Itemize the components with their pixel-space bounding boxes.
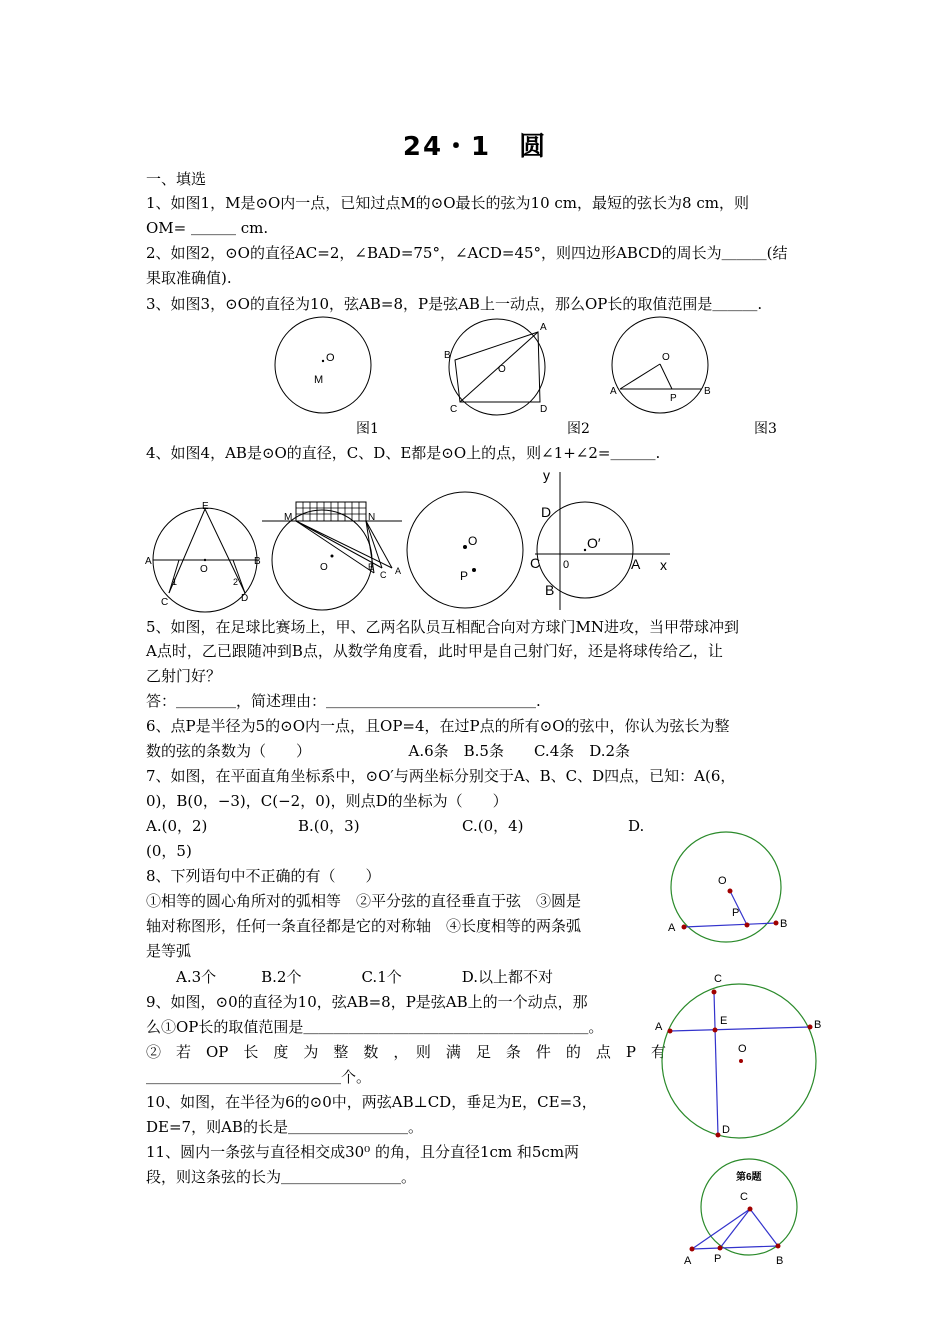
label-b: B [254, 556, 261, 567]
figure-2 [440, 315, 555, 415]
text-line: 10、如图，在半径为6的⊙0中，两弦AB⊥CD，垂足为E，CE=3， [146, 1093, 597, 1111]
text-line: 7、如图，在平面直角坐标系中，⊙O′与两坐标分别交于A、B、C、D四点，已知：A(6， [146, 767, 736, 785]
label-d: D [241, 593, 249, 604]
figure-right-1 [660, 830, 800, 940]
label-o: O [320, 562, 328, 573]
label-a: A [610, 386, 617, 397]
label-o: O [468, 534, 478, 548]
text-line: OM= ＿＿＿ cm. [146, 219, 269, 237]
label-p: P [460, 569, 469, 583]
label-b: B [444, 350, 451, 361]
text-line: 8、下列语句中不正确的有（ ） [146, 867, 381, 885]
caption-fig1: 图1 [356, 421, 379, 437]
label-d: D [541, 504, 552, 520]
label-a: A [395, 566, 402, 576]
text-line: DE=7，则AB的长是＿＿＿＿＿＿＿＿。 [146, 1118, 423, 1136]
label-a: A [655, 1021, 663, 1033]
text-line: 6、点P是半径为5的⊙O内一点，且OP=4，在过P点的所有⊙O的弦中，你认为弦长为整 [146, 717, 730, 735]
label-p: P [732, 907, 740, 919]
text-line: 2、如图2，⊙O的直径AC=2，∠BAD=75°，∠ACD=45°，则四边形ABCD的周长为＿＿＿(结 [146, 244, 788, 262]
option-b: B.(0，3) [298, 817, 360, 835]
label-p: P [714, 1253, 722, 1265]
label-o-prime: O′ [587, 535, 601, 551]
label-o: O [200, 564, 208, 575]
section-heading: 一、填选 [146, 170, 207, 188]
option-d: D. [628, 817, 645, 835]
label-a: A [145, 556, 152, 567]
label-o: O [718, 875, 727, 887]
text-line: 数的弦的条数为（ ） A.6条 B.5条 C.4条 D.2条 [146, 742, 631, 760]
figure-6 [405, 490, 530, 610]
label-e: E [720, 1015, 728, 1027]
figure-3 [610, 315, 720, 415]
label-p: P [670, 393, 677, 404]
label-c: C [161, 597, 169, 608]
figure-title: 第6题 [736, 1172, 762, 1183]
label-o: O [662, 352, 670, 363]
label-angle-1: 1 [172, 577, 178, 587]
label-a: A [540, 322, 547, 333]
label-x: x [660, 557, 667, 573]
figure-1 [270, 315, 380, 415]
caption-fig2: 图2 [567, 421, 590, 437]
text-line: A点时，乙已跟随冲到B点，从数学角度看，此时甲是自己射门好，还是将球传给乙，让 [146, 642, 723, 660]
text-line: 么①OP长的取值范围是＿＿＿＿＿＿＿＿＿＿＿＿＿＿＿＿＿＿＿。 [146, 1018, 604, 1036]
text-line: 是等弧 [146, 942, 192, 960]
figure-7 [525, 462, 680, 612]
label-o: O [498, 364, 506, 375]
label-o: O [326, 352, 335, 364]
text-line: 5、如图，在足球比赛场上，甲、乙两名队员互相配合向对方球门MN进攻，当甲带球冲到 [146, 618, 740, 636]
text-line: 11、圆内一条弦与直径相交成30⁰ 的角，且分直径1cm 和5cm两 [146, 1143, 580, 1161]
label-y: y [543, 467, 550, 483]
label-e: E [202, 501, 209, 512]
text-line: 9、如图，⊙0的直径为10，弦AB=8，P是弦AB上的一个动点，那 [146, 993, 588, 1011]
label-b: B [368, 562, 375, 572]
label-b: B [780, 918, 788, 930]
option-c: C.(0，4) [462, 817, 524, 835]
text-line: 果取准确值). [146, 269, 232, 287]
label-m: M [284, 512, 293, 523]
text-line: 4、如图4，AB是⊙O的直径，C、D、E都是⊙O上的点，则∠1+∠2=＿＿＿. [146, 444, 661, 462]
label-a: A [684, 1255, 692, 1267]
label-b: B [545, 582, 555, 598]
text-line: 轴对称图形，任何一条直径都是它的对称轴 ④长度相等的两条弧 [146, 917, 582, 935]
figure-4 [145, 500, 265, 610]
label-o: O [738, 1043, 747, 1055]
label-c: C [450, 404, 458, 415]
figure-5 [262, 498, 412, 613]
label-c: C [714, 973, 722, 985]
label-b: B [776, 1255, 784, 1267]
figure-right-3 [680, 1158, 810, 1270]
label-a: A [631, 556, 641, 572]
text-line: 乙射门好？ [146, 667, 222, 685]
text-line: A.3个 B.2个 C.1个 D.以上都不对 [176, 968, 553, 986]
text-line: ② 若 OP 长 度 为 整 数 ， 则 满 足 条 件 的 点 P 有 [146, 1043, 666, 1061]
option-d-value: (0，5) [146, 842, 192, 860]
caption-fig3: 图3 [754, 421, 777, 437]
label-n: N [368, 512, 376, 523]
text-line: 答：＿＿＿＿，简述理由：＿＿＿＿＿＿＿＿＿＿＿＿＿＿. [146, 692, 541, 710]
text-line: ＿＿＿＿＿＿＿＿＿＿＿＿＿个。 [146, 1068, 372, 1086]
label-b: B [704, 386, 711, 397]
label-origin: 0 [563, 559, 570, 571]
label-c: C [380, 570, 387, 580]
text-line: ①相等的圆心角所对的弧相等 ②平分弦的直径垂直于弦 ③圆是 [146, 892, 582, 910]
label-b: B [814, 1019, 822, 1031]
page-title: 24・1 圆 [402, 132, 548, 162]
text-line: 段，则这条弦的长为＿＿＿＿＿＿＿＿。 [146, 1168, 417, 1186]
label-d: D [540, 404, 548, 415]
label-c: C [740, 1191, 748, 1203]
label-a: A [668, 922, 676, 934]
text-line: 3、如图3，⊙O的直径为10，弦AB=8，P是弦AB上一动点，那么OP长的取值范围是＿＿＿. [146, 295, 763, 313]
label-d: D [722, 1124, 730, 1136]
figure-right-2 [652, 968, 832, 1143]
label-m: M [314, 374, 324, 386]
label-c: C [530, 555, 541, 571]
text-line: 1、如图1，M是⊙O内一点，已知过点M的⊙O最长的弦为10 cm，最短的弦长为8 cm，则 [146, 194, 749, 212]
label-angle-2: 2 [233, 577, 239, 587]
text-line: 0)，B(0，−3)，C(−2，0)，则点D的坐标为（ ） [146, 792, 508, 810]
option-a: A.(0，2) [146, 817, 208, 835]
